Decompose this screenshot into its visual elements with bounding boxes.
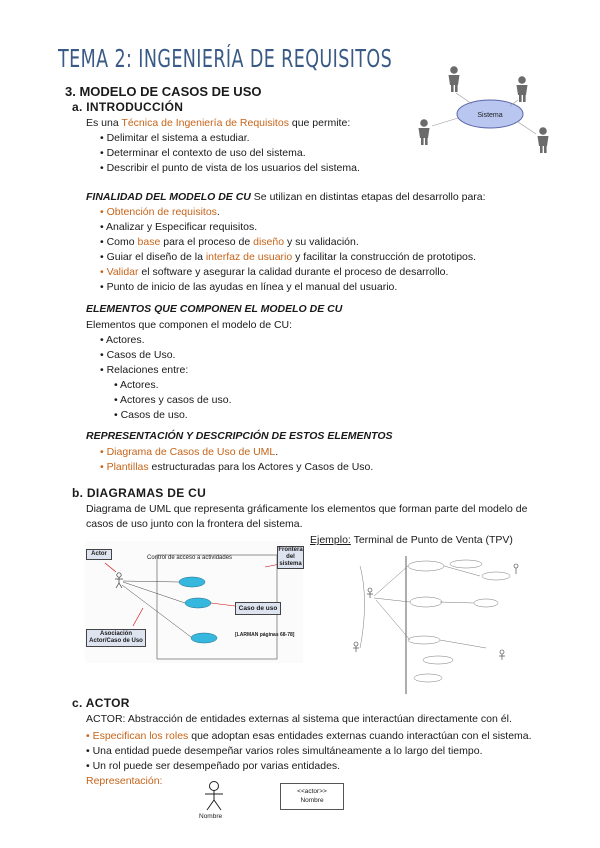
asociacion-callout: Asociación Actor/Caso de Uso	[86, 629, 146, 647]
stereotype-label: <<actor>>	[297, 788, 327, 795]
actor-name-label: Nombre	[199, 813, 223, 820]
list-item: • Determinar el contexto de uso del sistema.	[100, 147, 306, 159]
actor-definition: ACTOR: Abstracción de entidades externas al sistema que interactúan directamente con él.	[86, 713, 512, 725]
representacion-label: Representación:	[86, 775, 163, 787]
actor-icon-3	[419, 119, 430, 145]
list-item: • Relaciones entre:	[100, 364, 189, 376]
page-title: TEMA 2: INGENIERÍA DE REQUISITOS	[58, 44, 393, 73]
list-item: • Un rol puede ser desempeñado por varias entidades.	[86, 760, 341, 772]
list-item: • Describir el punto de vista de los usuarios del sistema.	[100, 162, 360, 174]
section-heading: 3. MODELO DE CASOS DE USO	[65, 84, 262, 99]
stereotype-name: Nombre	[300, 797, 324, 804]
list-item: • Como base para el proceso de diseño y su validación.	[100, 236, 359, 248]
list-item: • Especifican los roles que adoptan esas entidades externas cuando interactúan con el sistema.	[86, 730, 532, 742]
actor-icon-1	[449, 66, 460, 92]
list-item: • Casos de Uso.	[100, 349, 176, 361]
actor-stereotype-box	[280, 783, 344, 810]
elementos-heading: ELEMENTOS QUE COMPONEN EL MODELO DE CU	[86, 303, 343, 315]
usecase-ellipse	[191, 633, 217, 643]
frontera-callout: Frontera del sistema	[278, 547, 303, 567]
list-item: • Una entidad puede desempeñar varios roles simultáneamente a lo largo del tiempo.	[86, 745, 483, 757]
list-item: • Guiar el diseño de la interfaz de usuario y facilitar la construcción de prototipos.	[100, 251, 477, 263]
finalidad-heading: FINALIDAD DEL MODELO DE CU Se utilizan en distintas etapas del desarrollo para:	[86, 191, 486, 203]
stick-actor-icon	[202, 780, 226, 812]
list-item: • Actores.	[100, 334, 145, 346]
representacion-heading: REPRESENTACIÓN Y DESCRIPCIÓN DE ESTOS ELEMENTOS	[86, 430, 393, 442]
system-actors-diagram	[412, 60, 562, 155]
list-item: • Analizar y Especificar requisitos.	[100, 221, 258, 233]
elementos-lead: Elementos que componen el modelo de CU:	[86, 319, 293, 331]
actor-icon-4	[538, 127, 549, 153]
system-label: Sistema	[477, 112, 503, 119]
tpv-diagram	[346, 548, 531, 698]
actor-heading: c. ACTOR	[72, 696, 130, 710]
sub-list-item: • Actores.	[114, 379, 159, 391]
sub-list-item: • Casos de uso.	[114, 409, 188, 421]
usecase-ellipse	[185, 598, 211, 608]
diagramas-text-1: Diagrama de UML que representa gráficamente los elementos que forman parte del modelo de	[86, 503, 528, 515]
list-item: • Validar el software y asegurar la calidad durante el proceso de desarrollo.	[100, 266, 449, 278]
list-item: • Punto de inicio de las ayudas en línea y el manual del usuario.	[100, 281, 398, 293]
tpv-actor-icons	[353, 564, 518, 660]
uml-actor-icon	[115, 573, 123, 588]
intro-heading: a. INTRODUCCIÓN	[72, 100, 184, 114]
usecase-ellipse	[179, 577, 205, 587]
uml-figure	[85, 541, 303, 663]
context-label: Control de acceso a actividades	[147, 555, 233, 561]
larman-reference: [LARMAN páginas 68-78]	[235, 632, 295, 638]
list-item: • Plantillas estructuradas para los Actores y Casos de Uso.	[100, 461, 374, 473]
diagramas-text-2: casos de uso junto con la frontera del sistema.	[86, 518, 303, 530]
list-item: • Diagrama de Casos de Uso de UML.	[100, 446, 279, 458]
sub-list-item: • Actores y casos de uso.	[114, 394, 232, 406]
caso-callout: Caso de uso	[235, 602, 281, 615]
actor-callout: Actor	[86, 549, 112, 560]
list-item: • Delimitar el sistema a estudiar.	[100, 132, 250, 144]
actor-icon-2	[517, 76, 528, 102]
diagramas-heading: b. DIAGRAMAS DE CU	[72, 486, 207, 500]
example-caption: Ejemplo: Terminal de Punto de Venta (TPV)	[310, 534, 513, 546]
intro-lead: Es una Técnica de Ingeniería de Requisitos que permite:	[86, 117, 351, 129]
list-item: • Obtención de requisitos.	[100, 206, 220, 218]
